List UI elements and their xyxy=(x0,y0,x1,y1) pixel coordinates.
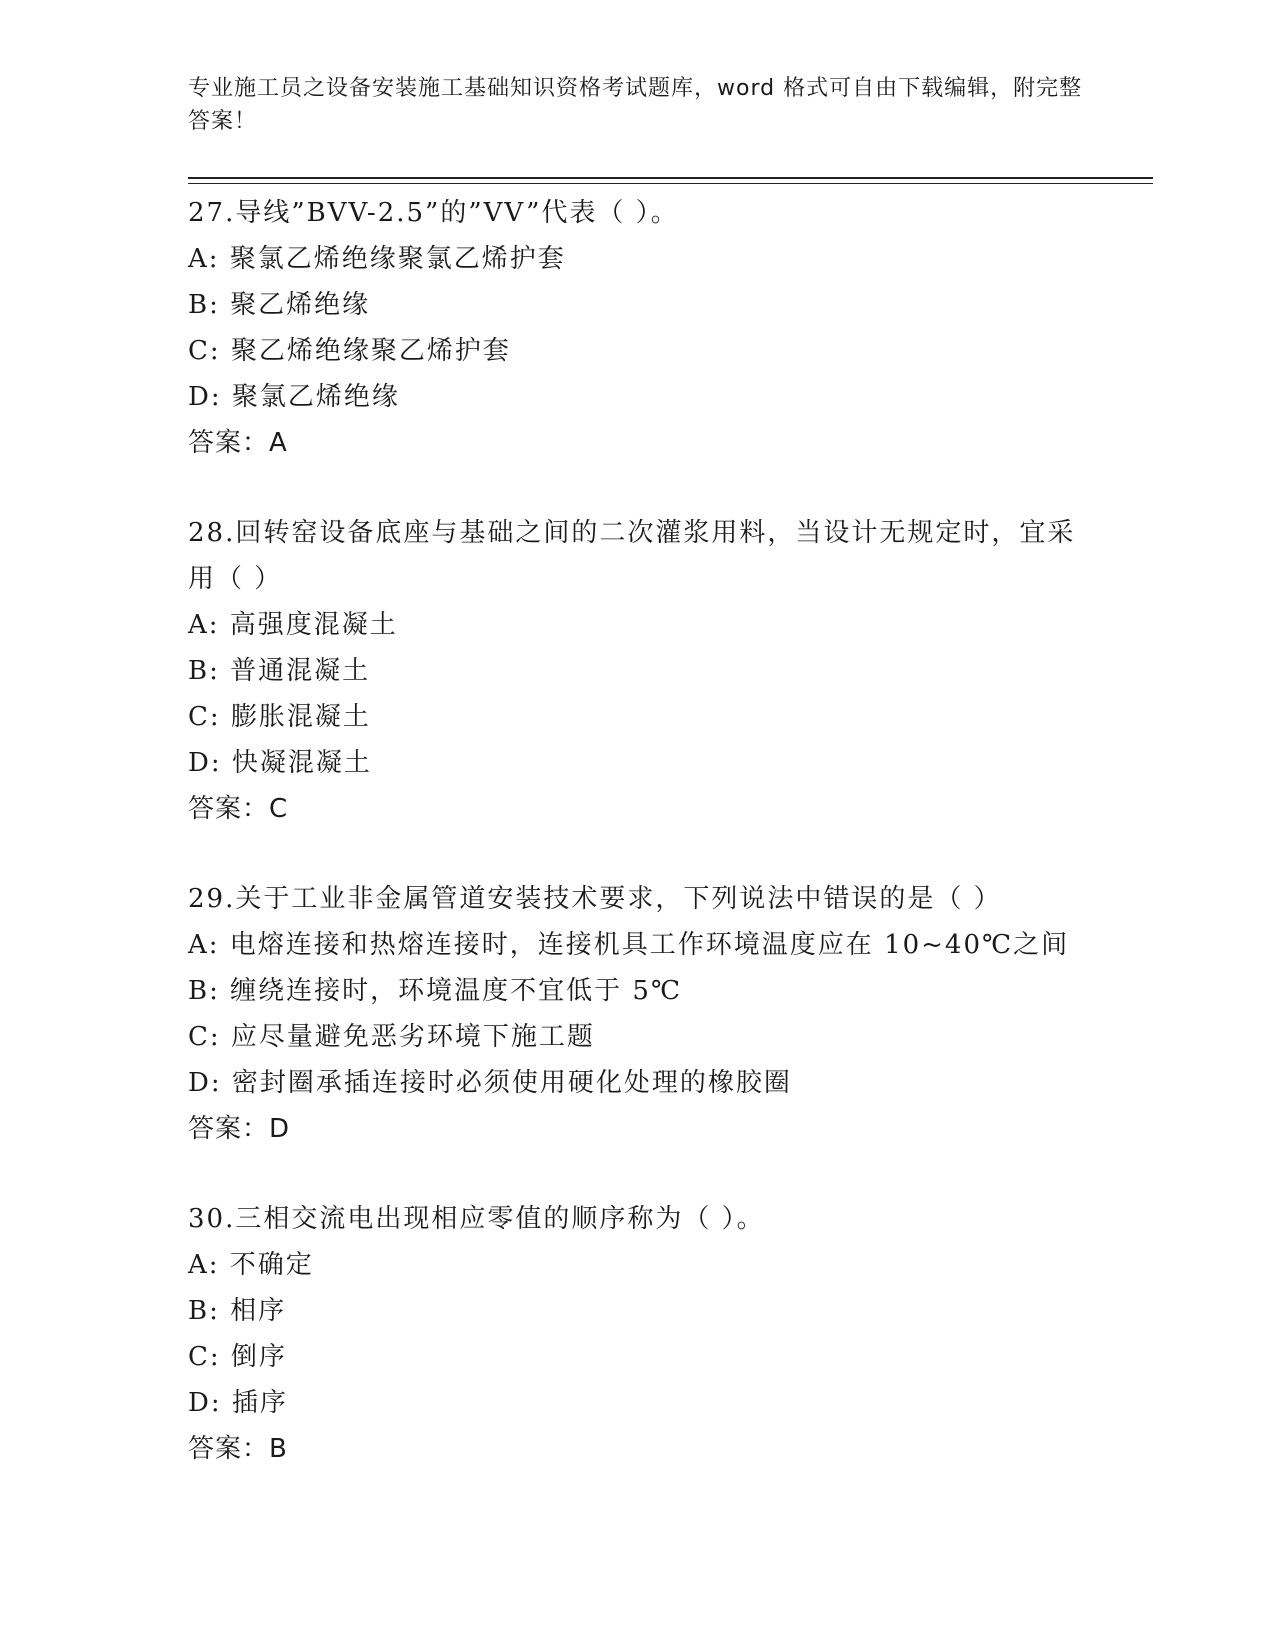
option-b: B: 缠绕连接时，环境温度不宜低于 5℃ xyxy=(188,976,683,1006)
document-header: 专业施工员之设备安装施工基础知识资格考试题库，word 格式可自由下载编辑，附完整答案！ xyxy=(188,76,1083,134)
option-b: B: 聚乙烯绝缘 xyxy=(188,290,371,320)
option-a: A: 聚氯乙烯绝缘聚氯乙烯护套 xyxy=(188,244,566,274)
question-28 xyxy=(188,510,1088,832)
answer-line: 答案：A xyxy=(188,428,288,458)
question-stem: 29.关于工业非金属管道安装技术要求，下列说法中错误的是（ ） xyxy=(188,884,1002,914)
option-b: B: 相序 xyxy=(188,1296,287,1326)
option-c: C: 膨胀混凝土 xyxy=(188,702,371,732)
option-d: D: 插序 xyxy=(188,1388,288,1418)
option-d: D: 快凝混凝土 xyxy=(188,748,372,778)
question-27 xyxy=(188,190,1088,466)
question-stem: 30.三相交流电出现相应零值的顺序称为（ ）。 xyxy=(188,1204,765,1234)
option-a: A: 高强度混凝土 xyxy=(188,610,398,640)
question-30 xyxy=(188,1196,1088,1472)
answer-line: 答案：D xyxy=(188,1114,291,1144)
option-c: C: 倒序 xyxy=(188,1342,287,1372)
option-c: C: 聚乙烯绝缘聚乙烯护套 xyxy=(188,336,511,366)
header-divider-thin xyxy=(188,183,1153,184)
answer-line: 答案：C xyxy=(188,794,289,824)
answer-line: 答案：B xyxy=(188,1434,288,1464)
question-list xyxy=(188,190,1088,1516)
option-b: B: 普通混凝土 xyxy=(188,656,371,686)
option-d: D: 密封圈承插连接时必须使用硬化处理的橡胶圈 xyxy=(188,1068,792,1098)
question-29 xyxy=(188,876,1088,1152)
option-a: A: 不确定 xyxy=(188,1250,314,1280)
header-divider-thick xyxy=(188,177,1153,179)
question-stem: 27.导线”BVV-2.5”的”VV”代表（ ）。 xyxy=(188,198,679,228)
option-a: A: 电熔连接和热熔连接时，连接机具工作环境温度应在 10~40℃之间 xyxy=(188,930,1070,960)
question-stem: 28.回转窑设备底座与基础之间的二次灌浆用料，当设计无规定时，宜采用（ ） xyxy=(188,518,1076,594)
option-c: C: 应尽量避免恶劣环境下施工题 xyxy=(188,1022,595,1052)
option-d: D: 聚氯乙烯绝缘 xyxy=(188,382,400,412)
